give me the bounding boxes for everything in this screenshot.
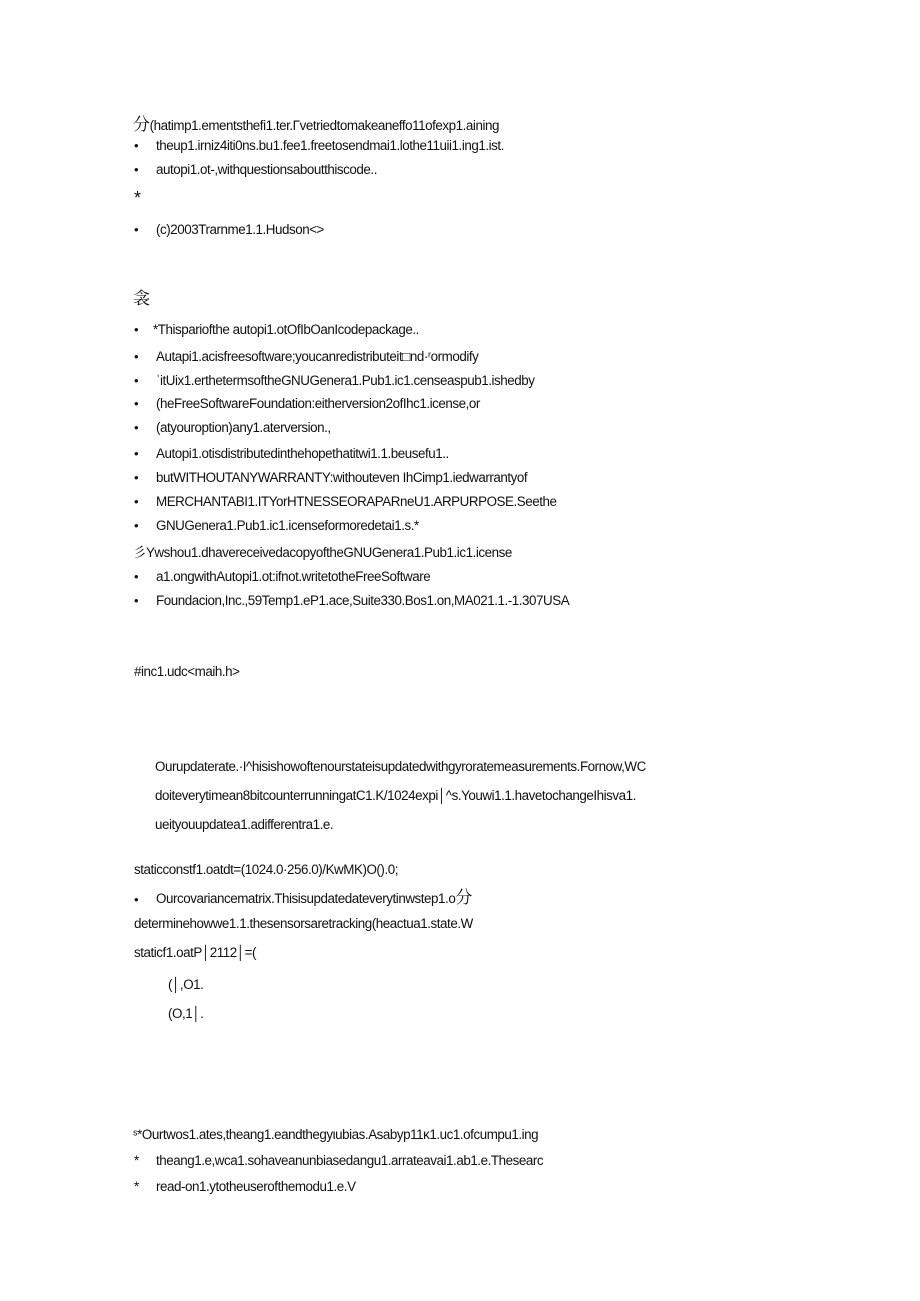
include-directive: #inc1.udc<maih.h> [134, 664, 240, 679]
bullet: • [134, 892, 139, 907]
bullet: • [134, 420, 139, 435]
bullet: • [134, 222, 139, 237]
cjk-glyph: 分 [455, 888, 472, 907]
footer-star: * [134, 1153, 139, 1168]
bullet: • [134, 593, 139, 608]
license-line-10-wrap [133, 545, 512, 561]
p-matrix-declaration: staticf1.oatP│2112│=( [134, 945, 257, 960]
copyright-line: (c)2003Trarnme1.1.Hudson<> [156, 222, 324, 237]
covariance-line-2: determinehowwe1.1.thesensorsaretracking(heactua1.state.W [134, 916, 473, 931]
bullet: • [134, 518, 139, 533]
dt-declaration: staticconstf1.oatdt=(1024.0·256.0)/KwMK)O().0; [134, 862, 398, 877]
bullet: • [134, 162, 139, 177]
update-line-3: ueityouupdatea1.adifferentra1.e. [155, 817, 334, 832]
license-line-12: Foundacion,Inc.,59Temp1.eP1.ace,Suite330.Bos1.on,MA021.1.-1.307USA [156, 593, 570, 608]
header-mark [133, 117, 499, 134]
header-star: * [134, 188, 142, 208]
license-line-8: MERCHANTABI1.ITYorHTNESSEORAPARneU1.ARPURPOSE.Seethe [156, 494, 557, 509]
license-line-9: GNUGenera1.Pub1.ic1.icenseformoredetai1.s.* [156, 518, 419, 533]
bullet: • [134, 446, 139, 461]
license-line-5: (atyouroption)any1.aterversion., [156, 420, 331, 435]
header-line-2: theup1.irniz4iti0ns.bu1.fee1.freetosendmai1.lothe11uii1.ing1.ist. [156, 138, 504, 153]
update-line-1: Ourupdaterate.·I^hisishowoftenourstateisupdatedwithgyroratemeasurements.Fornow,WC [155, 759, 646, 774]
license-line-11: a1.ongwithAutopi1.ot:ifnot.writetotheFreeSoftware [156, 569, 431, 584]
bullet: • [134, 396, 139, 411]
bullet: • [134, 322, 139, 337]
p-matrix-row-2: (O,1│. [168, 1006, 204, 1021]
p-matrix-row-1: (│,O1. [168, 977, 204, 992]
license-mark: 衾 [133, 289, 150, 308]
footer-line-1: ˢ*Ourtwos1.ates,theang1.eandthegyιubias.Asabyp11κ1.uc1.ofcumpu1.ing [133, 1127, 539, 1142]
license-line-3: ʿitUix1.erthetermsoftheGNUGenera1.Pub1.ic1.censeaspub1.ishedby [156, 373, 535, 388]
header-line-3: autopi1.ot-,withquestionsaboutthiscode.. [156, 162, 377, 177]
footer-star: * [134, 1179, 139, 1194]
license-line-6: Autopi1.otisdistributedinthehopethatitwi1.1.beusefu1.. [156, 446, 449, 461]
bullet: • [134, 349, 139, 364]
scribble-mark: 彡 [133, 545, 146, 560]
update-line-2: doiteverytimean8bitcounterrunningatC1.K/1024expi│^s.Youwi1.1.havetochangeIhisva1. [155, 788, 636, 803]
header-line-1: (hatimp1.ementsthefi1.ter.Γvetriedtomakeaneffo11ofexp1.aining [149, 118, 499, 133]
bullet: • [134, 569, 139, 584]
covariance-line-1-wrap [156, 890, 472, 907]
bullet: • [134, 470, 139, 485]
bullet: • [134, 138, 139, 153]
bullet: • [134, 494, 139, 509]
covariance-line-1: Ourcovariancematrix.Thisisupdatedateverytinwstep1.o [156, 891, 456, 906]
footer-line-2: theang1.e,wca1.sohaveanunbiasedangu1.arrateavai1.ab1.e.Thesearc [156, 1153, 544, 1168]
license-line-4: (heFreeSoftwareFoundation:eitherversion2ofIhc1.icense,or [156, 396, 480, 411]
license-line-10: Ywshou1.dhavereceivedacopyoftheGNUGenera1.Pub1.ic1.icense [145, 545, 512, 560]
cjk-glyph: 分 [133, 115, 150, 134]
bullet: • [134, 373, 139, 388]
license-line-7: butWITHOUTANYWARRANTY:withouteven IhCimp1.iedwarrantyof [156, 470, 528, 485]
license-line-1: *Thispariofthe autopi1.otOfIbOanIcodepackage.. [153, 322, 419, 337]
license-line-2: Autapi1.acisfreesoftware;youcanredistributeit□nd·ʳormodify [156, 349, 479, 364]
footer-line-3: read-on1.ytotheuserofthemodu1.e.V [156, 1179, 356, 1194]
